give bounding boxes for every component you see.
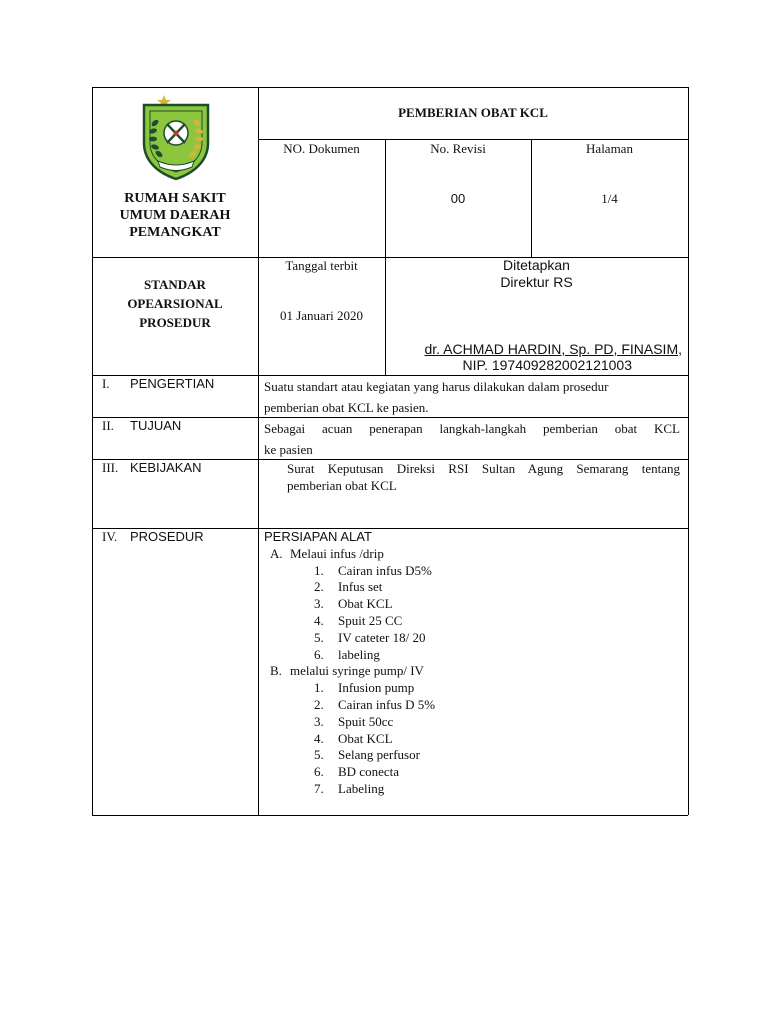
section-title-kebijakan: KEBIJAKAN bbox=[130, 460, 202, 475]
list-item: 3. Obat KCL bbox=[314, 596, 393, 612]
list-item-text: Cairan infus D5% bbox=[338, 562, 432, 578]
section-number: II. bbox=[102, 418, 114, 433]
section-title-tujuan: TUJUAN bbox=[130, 418, 182, 433]
section-line: ke pasien bbox=[264, 442, 313, 457]
list-item-text: Infus set bbox=[338, 579, 383, 595]
section-line: Suatu standart atau kegiatan yang harus dilakukan dalam prosedur bbox=[264, 379, 609, 394]
list-item: 7. Labeling bbox=[314, 780, 385, 796]
hospital-name-line: UMUM DAERAH bbox=[119, 208, 231, 223]
procedure-group bbox=[264, 663, 680, 680]
procedure-list bbox=[264, 680, 680, 798]
approver-signature bbox=[392, 341, 688, 373]
hospital-name-line: PEMANGKAT bbox=[129, 225, 221, 240]
list-item: 2. Cairan infus D 5% bbox=[314, 696, 436, 712]
approval-block bbox=[385, 257, 688, 291]
table-border-top bbox=[92, 87, 688, 88]
list-item-text: BD conecta bbox=[338, 764, 400, 780]
sop-document bbox=[92, 87, 688, 815]
list-item-text: Spuit 25 CC bbox=[338, 612, 403, 628]
group-title: Melaui infus /drip bbox=[290, 545, 384, 561]
list-item: 3. Spuit 50cc bbox=[314, 713, 394, 729]
list-item: 2. Infus set bbox=[314, 579, 383, 595]
section-line: Surat Keputusan Direksi RSI Sultan Agung Semarang tentang bbox=[287, 461, 680, 476]
list-item-text: Cairan infus D 5% bbox=[338, 696, 436, 712]
table-divider-column bbox=[258, 87, 259, 815]
sop-label-line: OPEARSIONAL bbox=[127, 296, 223, 311]
list-item: 1. Infusion pump bbox=[314, 680, 415, 696]
section-line: Sebagai acuan penerapan langkah-langkah pemberian obat KCL bbox=[264, 421, 680, 436]
group-letter: A. bbox=[270, 545, 283, 561]
revision-label: No. Revisi bbox=[430, 141, 486, 156]
list-item: 4. Spuit 25 CC bbox=[314, 612, 403, 628]
procedure-heading: PERSIAPAN ALAT bbox=[264, 529, 372, 544]
list-item-text: IV cateter 18/ 20 bbox=[338, 629, 426, 645]
list-item: 5. IV cateter 18/ 20 bbox=[314, 629, 426, 645]
section-number: I. bbox=[102, 376, 110, 391]
issue-date-label: Tanggal terbit bbox=[285, 258, 358, 273]
group-title: melalui syringe pump/ IV bbox=[290, 663, 424, 679]
list-item: 6. labeling bbox=[314, 646, 380, 662]
list-item: 1. Cairan infus D5% bbox=[314, 562, 432, 578]
table-divider bbox=[258, 139, 688, 140]
procedure-group bbox=[264, 546, 680, 563]
approved-label: Ditetapkan bbox=[503, 257, 570, 273]
section-line: pemberian obat KCL ke pasien. bbox=[264, 400, 429, 415]
list-item-text: Selang perfusor bbox=[338, 747, 420, 763]
hospital-name-line: RUMAH SAKIT bbox=[124, 191, 226, 206]
group-letter: B. bbox=[270, 663, 282, 679]
list-item-text: Obat KCL bbox=[338, 596, 393, 612]
approver-name: dr. ACHMAD HARDIN, Sp. PD, FINASIM, bbox=[424, 341, 682, 357]
procedure-list bbox=[264, 563, 680, 664]
table-border-bottom bbox=[92, 815, 688, 816]
procedure-body bbox=[264, 529, 680, 798]
list-item-text: Labeling bbox=[338, 780, 385, 796]
section-line: pemberian obat KCL bbox=[287, 478, 397, 493]
doc-number-label: NO. Dokumen bbox=[283, 141, 360, 156]
hospital-name bbox=[92, 190, 258, 241]
document-title: PEMBERIAN OBAT KCL bbox=[398, 105, 548, 120]
list-item: 6. BD conecta bbox=[314, 764, 400, 780]
sop-label bbox=[92, 275, 258, 332]
list-item-text: Infusion pump bbox=[338, 680, 415, 696]
approver-nip: NIP. 197409282002121003 bbox=[462, 357, 632, 373]
list-item-text: Spuit 50cc bbox=[338, 713, 394, 729]
revision-value: 00 bbox=[450, 191, 466, 206]
sop-label-line: PROSEDUR bbox=[139, 315, 211, 330]
section-number: IV. bbox=[102, 529, 118, 544]
section-title-pengertian: PENGERTIAN bbox=[130, 376, 215, 391]
list-item-text: labeling bbox=[338, 646, 380, 662]
hospital-logo bbox=[136, 91, 216, 183]
section-number: III. bbox=[102, 460, 119, 475]
list-item: 5. Selang perfusor bbox=[314, 747, 420, 763]
approver-title: Direktur RS bbox=[500, 274, 573, 290]
section-body-kebijakan bbox=[287, 460, 680, 494]
issue-date-value: 01 Januari 2020 bbox=[279, 308, 364, 323]
section-title-prosedur: PROSEDUR bbox=[130, 529, 204, 544]
list-item-text: Obat KCL bbox=[338, 730, 393, 746]
sop-label-line: STANDAR bbox=[144, 277, 206, 292]
section-body-tujuan bbox=[264, 418, 680, 460]
table-border-right bbox=[688, 87, 689, 815]
page-value: 1/4 bbox=[601, 191, 618, 206]
section-body-pengertian bbox=[264, 376, 680, 418]
page-label: Halaman bbox=[586, 141, 633, 156]
list-item: 4. Obat KCL bbox=[314, 730, 393, 746]
